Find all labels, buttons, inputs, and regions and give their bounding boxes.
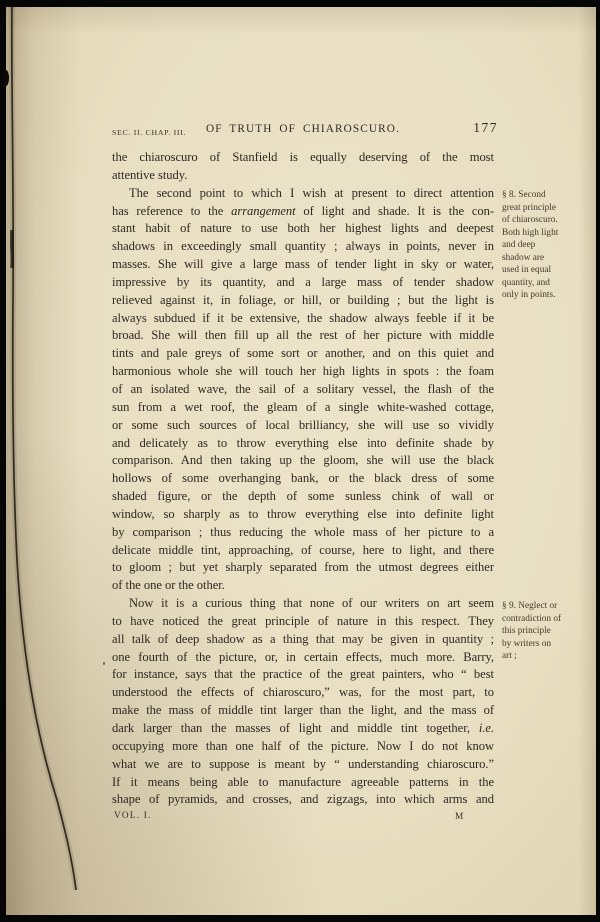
text-line: make the mass of middle tint larger than the light, and the mass of	[112, 703, 494, 718]
text-line: to gloom ; but yet sharply separated from the utmost degrees either	[112, 560, 494, 575]
text-line: shaded figure, or the depth of some sunless chink of wall or	[112, 489, 494, 504]
footer-signature-mark: M	[455, 812, 464, 822]
running-head-section: SEC. II. CHAP. III.	[112, 128, 187, 137]
text-line: understood the effects of chiaroscuro,” was, for the most part, to	[112, 685, 494, 700]
page-number: 177	[473, 120, 498, 135]
text-line: used in equal	[502, 265, 552, 276]
text-line: shadows in exceedingly small quantity ; always in points, never in	[112, 239, 494, 254]
text-line: broad. She will then fill up all the rest of her picture with middle	[112, 328, 494, 343]
text-line: occupying more than one half of the picture. Now I do not know	[112, 738, 494, 753]
text-line: this principle	[502, 626, 551, 637]
running-head-title: OF TRUTH OF CHIAROSCURO.	[205, 123, 400, 135]
body-paragraph	[112, 149, 494, 185]
text-line: always subdued if it be extensive, the shadow always feeble if it be	[112, 310, 494, 325]
text-line: to have noticed the great principle of nature in this respect. They	[112, 613, 494, 628]
book-page-paper	[6, 7, 596, 915]
text-line: quantity, and	[502, 277, 550, 288]
text-line: hollows of some overhanging bank, or the black dress of some	[112, 471, 494, 486]
text-line: Both high light	[502, 227, 559, 238]
text-line: contradiction of	[502, 613, 562, 624]
text-line: for instance, says that the practice of the great painters, who “ best	[112, 667, 494, 682]
text-line: harmonious whole she will touch her high lights in spots : the foam	[112, 364, 494, 379]
text-line: shadow are	[502, 252, 545, 263]
text-line: delicate middle tint, approaching, of course, here to light, and there	[112, 542, 494, 557]
text-line: Now it is a curious thing that none of our writers on art seem	[129, 596, 494, 611]
text-line: of chiaroscuro.	[502, 215, 558, 226]
margin-sidenote	[502, 189, 570, 302]
text-line: great principle	[502, 202, 556, 213]
text-line: comparison. And then taking up the gloom, she will use the black	[112, 453, 494, 468]
text-line: If it means being able to manufacture agreeable patterns in the	[112, 774, 494, 789]
text-line: § 9. Neglect or	[502, 601, 558, 611]
text-line: dark larger than the masses of light and middle tint together, i.e.	[112, 721, 494, 735]
text-line: impressive by its quantity, and a large mass of tender shadow	[112, 274, 494, 289]
text-line: window, so sharply as to throw everything else into definite light	[112, 506, 494, 521]
text-line: attentive study.	[112, 167, 188, 182]
text-line: by comparison ; thus reducing the whole mass of her picture to a	[112, 524, 494, 539]
text-line: only in points.	[502, 290, 556, 301]
footer-volume-label: VOL. I.	[114, 811, 152, 821]
text-line: relieved against it, in foliage, or hill, or building ; but the light is	[112, 292, 494, 307]
body-paragraph	[112, 185, 494, 595]
text-line: tints and pale greys of some sort or another, and on this quiet and	[112, 346, 494, 361]
text-line: shape of pyramids, and crosses, and zigzags, into which arms and	[112, 792, 494, 807]
text-line: The second point to which I wish at present to direct attention	[129, 185, 494, 200]
text-line: art ;	[502, 651, 517, 662]
ink-speck	[103, 662, 105, 665]
text-line: and delicately as to throw everything else into definite shade by	[112, 435, 494, 450]
text-line: of the one or the other.	[112, 578, 225, 593]
text-line: § 8. Second	[502, 190, 546, 200]
text-line: masses. She will give a large mass of tender light in sky or water,	[112, 257, 494, 272]
text-line: what we are to suppose is meant by “ understanding chiaroscuro.”	[112, 756, 494, 771]
text-line: of an isolated wave, the sail of a solitary vessel, the flash of the	[112, 381, 494, 396]
text-line: stant habit of nature to use both her highest lights and deepest	[112, 221, 494, 236]
text-line: the chiaroscuro of Stanfield is equally deserving of the most	[112, 150, 494, 164]
text-line: has reference to the arrangement of light and shade. It is the con-	[112, 203, 494, 218]
body-text-block	[112, 149, 494, 809]
text-line: one fourth of the picture, or, in certain effects, much more. Barry,	[112, 649, 494, 664]
margin-sidenote	[502, 600, 570, 663]
text-line: and deep	[502, 240, 536, 251]
text-line: or some such sources of local brilliancy, she will use so vividly	[112, 417, 494, 432]
text-line: by writers on	[502, 638, 552, 649]
body-paragraph	[112, 595, 494, 809]
text-line: sun from a wet roof, the gleam of a single white-washed cottage,	[112, 399, 494, 414]
scan-edge-blemish	[3, 70, 9, 86]
text-line: all talk of deep shadow as a thing that may be given in quantity ;	[112, 631, 494, 646]
